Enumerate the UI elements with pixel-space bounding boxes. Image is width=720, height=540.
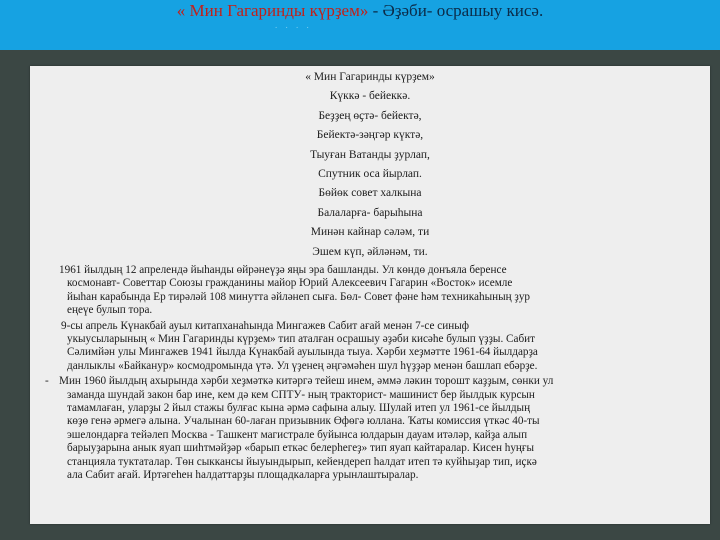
paragraph-line: ала Сабит ағай. Иртәгеһен һалдаттарҙы площадкаларға урынлаштыралар. bbox=[67, 469, 419, 482]
paragraph-line: Сәлимйән улы Мингажев 1941 йылда Күнакбай ауылында тыуа. Хәрби хеҙмәтте 1961-64 йылдарҙа bbox=[67, 346, 538, 359]
dash-marker: - bbox=[45, 375, 49, 388]
slide-header-band bbox=[0, 0, 720, 50]
poem-line: Эшем күп, әйләнәм, ти. bbox=[312, 245, 428, 258]
paragraph-line: заманда шундай закон бар ине, кем дә кем СПТУ- ның тракторист- машинист бер йылдык курсын bbox=[67, 388, 535, 401]
paragraph-line: еңеүе булып тора. bbox=[67, 304, 153, 317]
poem-line: Тыуған Ватанды ҙурлап, bbox=[310, 148, 430, 161]
poem bbox=[0, 68, 720, 262]
prose-body bbox=[0, 264, 720, 483]
paragraph-line: барыуҙарына анык яуап шиһтмәйҙәр «барып еткәс белерһегеҙ» тип яуап кайтаралар. Кисен һуңғы bbox=[67, 442, 535, 455]
poem-line: « Мин Гагаринды күрҙем» bbox=[305, 71, 435, 83]
slide-title-rest: - Әҙәби- осрашыу кисә. bbox=[368, 1, 544, 20]
slide-title-quoted: « Мин Гагаринды күрҙем» bbox=[176, 1, 369, 20]
paragraph-line: йыһан карабында Ер тирәләй 108 минутта әйләнеп сыға. Бөл- Совет фәне һәм техникаһының ҙур bbox=[67, 290, 531, 303]
paragraph-line: станцияла туктаталар. Төн сыккансы йыуындырып, кейендереп һалдат итеп тә куйһыҙар тип, иҫкә bbox=[67, 455, 537, 468]
paragraph-line: космонавт- Советтар Союзы гражданины майор Юрий Алексеевич Гагарин «Восток» исемле bbox=[67, 277, 513, 290]
paragraph-line: укыусыларының « Мин Гагаринды күрҙем» тип аталған осрашыу әҙәби кисәһе булып үҙҙы. Сабит bbox=[67, 333, 536, 346]
poem-line: Бейектә-зәңгәр күктә, bbox=[316, 129, 424, 142]
paragraph-line: 9-сы апрель Күнакбай ауыл китапханаһында Мингажев Сабит ағай менән 7-се синыф bbox=[61, 319, 469, 332]
paragraph-line-text: Мин 1960 йылдың ахырында хәрби хеҙмәткә китәргә тейеш инем, әммә ләкин торошт каҙҙым, сөнки ул bbox=[59, 375, 554, 388]
paragraph-line: эшелондарға тейәлеп Москва - Ташкент магистрале буйынса юлдарын дауам итәләр, кайҙа алып bbox=[67, 428, 528, 441]
header-dots: . . . . bbox=[275, 20, 312, 30]
slide-title bbox=[0, 0, 720, 22]
poem-line: Минән кайнар сәләм, ти bbox=[310, 226, 430, 239]
poem-line: Бөйөк совет халкына bbox=[318, 187, 422, 200]
paragraph-line: көҙө генә әрмегә алына. Учалынан 60-лаған призывник Өфөгә юллана. Ҡаты комиссия үткәс 40-ты bbox=[67, 415, 540, 428]
poem-line: Беҙҙең өҫтә- бейектә, bbox=[318, 109, 422, 122]
poem-line: Күккә - бейеккә. bbox=[329, 90, 411, 103]
paragraph-line: тамамлаған, уларҙы 2 йыл стажы булғас кына әрмә сафына алыу. Шулай итеп ул 1961-се йылдың bbox=[67, 402, 531, 415]
poem-line: Спутник оса йырлап. bbox=[318, 168, 422, 181]
poem-line: Балаларға- барыһына bbox=[317, 206, 423, 219]
paragraph-line bbox=[0, 375, 720, 388]
paragraph-line: 1961 йылдың 12 апрелендә йыһанды өйрәнеүҙә яңы эра башланды. Ул көндө донъяла беренсе bbox=[59, 264, 507, 276]
paragraph-line: данлыклы «Байканур» космодромында үтә. Ул үҙенең әңгәмәһен шул һүҙҙәр менән башлап ебәрҙе. bbox=[67, 359, 538, 372]
